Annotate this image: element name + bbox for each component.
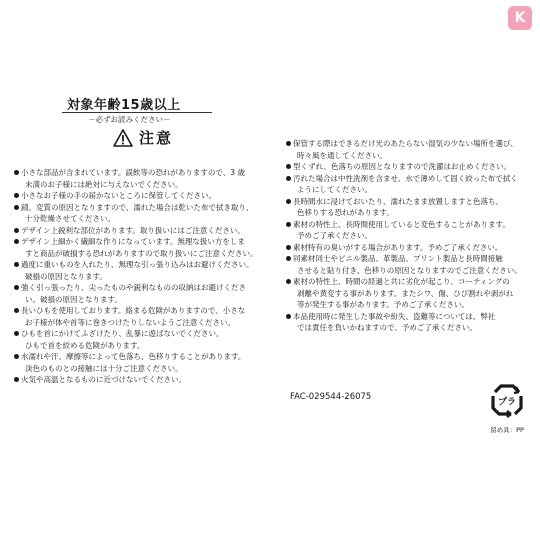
caution-item [14, 225, 266, 237]
left-caution-list [14, 167, 266, 386]
recycle-mark [484, 380, 530, 434]
caution-item [14, 202, 266, 225]
caution-item [286, 161, 536, 173]
caution-item [14, 305, 266, 328]
right-caution-list [286, 138, 536, 334]
caution-item [14, 190, 266, 202]
caution-line: 保管する際はできるだけ光のあたらない湿気の少ない場所を選び、 [293, 139, 518, 148]
caution-line: 本品使用時に発生した事故や紛失、盗難等については、弊社 [293, 311, 496, 321]
caution-line: デザイン上細かく繊細な作りになっています。無理な扱い方をしま [21, 237, 245, 246]
caution-line: 未満のお子様には絶対に与えないでください。 [25, 179, 183, 189]
caution-item [286, 196, 536, 219]
caution-item [14, 167, 266, 190]
caution-line: 水濡れや汗、摩擦等によって色落ち、色移りすることがあります。 [21, 352, 246, 361]
caution-item [286, 242, 536, 254]
caution-line: 長いひもを使用しております。絡まる危険がありますので、小さな [21, 306, 246, 315]
caution-line: 素材の特性上、時間の経過と共に劣化が起こり、コーティングの [293, 277, 510, 286]
caution-line: 錆、変質の原因となりますので、濡れた場合は乾いた布で拭き取り、 [21, 202, 254, 212]
caution-item [286, 276, 536, 311]
caution-line: 強く引っ張ったり、尖ったものや鋭利なものの収納はお避けくださ [21, 283, 246, 292]
caution-line: 等が発生する事があります。予めご了承ください。 [297, 300, 469, 309]
caution-item [14, 374, 266, 386]
caution-line: 長時間水に浸けておいたり、濡れたまま放置しますと色落ち、 [293, 196, 503, 206]
caution-item [14, 259, 266, 282]
caution-line: お子様が体や首等に巻きつけたりしないようご注意ください。 [25, 317, 235, 327]
caution-line: 淡色のものとの接触には十分ご注意ください。 [25, 363, 183, 373]
read-notice-subtitle: －必ずお読みください－ [88, 115, 171, 124]
caution-item [14, 282, 266, 305]
product-code: FAC-029544-26075 [290, 392, 372, 402]
caution-line: 予めご了承ください。 [297, 231, 372, 240]
k-logo-badge: K [508, 6, 532, 30]
caution-item [14, 328, 266, 351]
caution-line: すと商品が破損する恐れがありますので取り扱いにご注意ください。 [25, 248, 258, 258]
caution-item [14, 351, 266, 374]
caution-item [286, 311, 536, 334]
caution-line: ひもで首を絞める危険があります。 [25, 340, 145, 350]
caution-line: 剥離や黄変する事があります。またシワ、傷、ひび割れや剥がれ [297, 288, 514, 298]
caution-label: 注意 [139, 129, 174, 147]
caution-line: 汚れた場合は中性洗剤を含ませ、水で薄めして固く絞った布で拭く [293, 173, 518, 183]
caution-line: 小さな部品が含まれています。誤飲等の恐れがありますので、3 歳 [21, 168, 245, 177]
caution-line: 型くずれ、色落ちの原因となりますので洗濯はお止めください。 [293, 162, 511, 171]
caution-line: 過度に重いものを入れたり、無理な引っ張り込みはお避けください。 [21, 260, 254, 269]
caution-line: させると貼り付き、色移りの原因となりますのでご注意ください。 [297, 265, 522, 275]
caution-item [286, 138, 536, 161]
caution-item [286, 253, 536, 276]
caution-line: ようにしてください。 [297, 185, 372, 194]
warning-triangle-icon [113, 129, 133, 147]
caution-line: 時々風を通してください。 [297, 150, 387, 160]
caution-item [286, 173, 536, 196]
caution-line: では責任を負いかねますので、予めご了承ください。 [297, 323, 477, 332]
caution-line: デザイン上鋭利な部位があります。取り扱いにはご注意ください。 [21, 225, 245, 235]
age-requirement-title: 対象年齢15歳以上 [67, 98, 181, 113]
caution-line: 同素材同士やビニル製品、革製品、プリント製品と長時間接触 [293, 254, 503, 263]
caution-line: 素材の特性上、長時間使用していると変色することがあります。 [293, 219, 510, 229]
caution-line: 破損の原因となります。 [25, 271, 107, 281]
caution-line: 小さなお子様の手の届かないところに保管してください。 [21, 191, 216, 200]
caution-line: 素材特有の臭いがする場合があります。予めご了承ください。 [293, 242, 503, 252]
recycle-mark-text: プラ [497, 397, 517, 408]
caution-line: 十分乾燥させてください。 [25, 214, 115, 223]
caution-line: い。破損の原因となります。 [25, 294, 122, 304]
caution-item [286, 219, 536, 242]
fastener-material-label: 留め具：PP [490, 426, 524, 434]
plastic-recycle-icon [487, 380, 527, 420]
caution-line: 火気や高温となるものに近づけないでください。 [21, 375, 186, 384]
caution-heading [113, 127, 173, 148]
caution-item [14, 236, 266, 259]
caution-line: 色移りする恐れがあります。 [297, 208, 394, 217]
caution-line: ひもを首にかけてふざけたり、乱暴に遊ばないでください。 [21, 329, 224, 338]
title-underline [62, 112, 212, 113]
